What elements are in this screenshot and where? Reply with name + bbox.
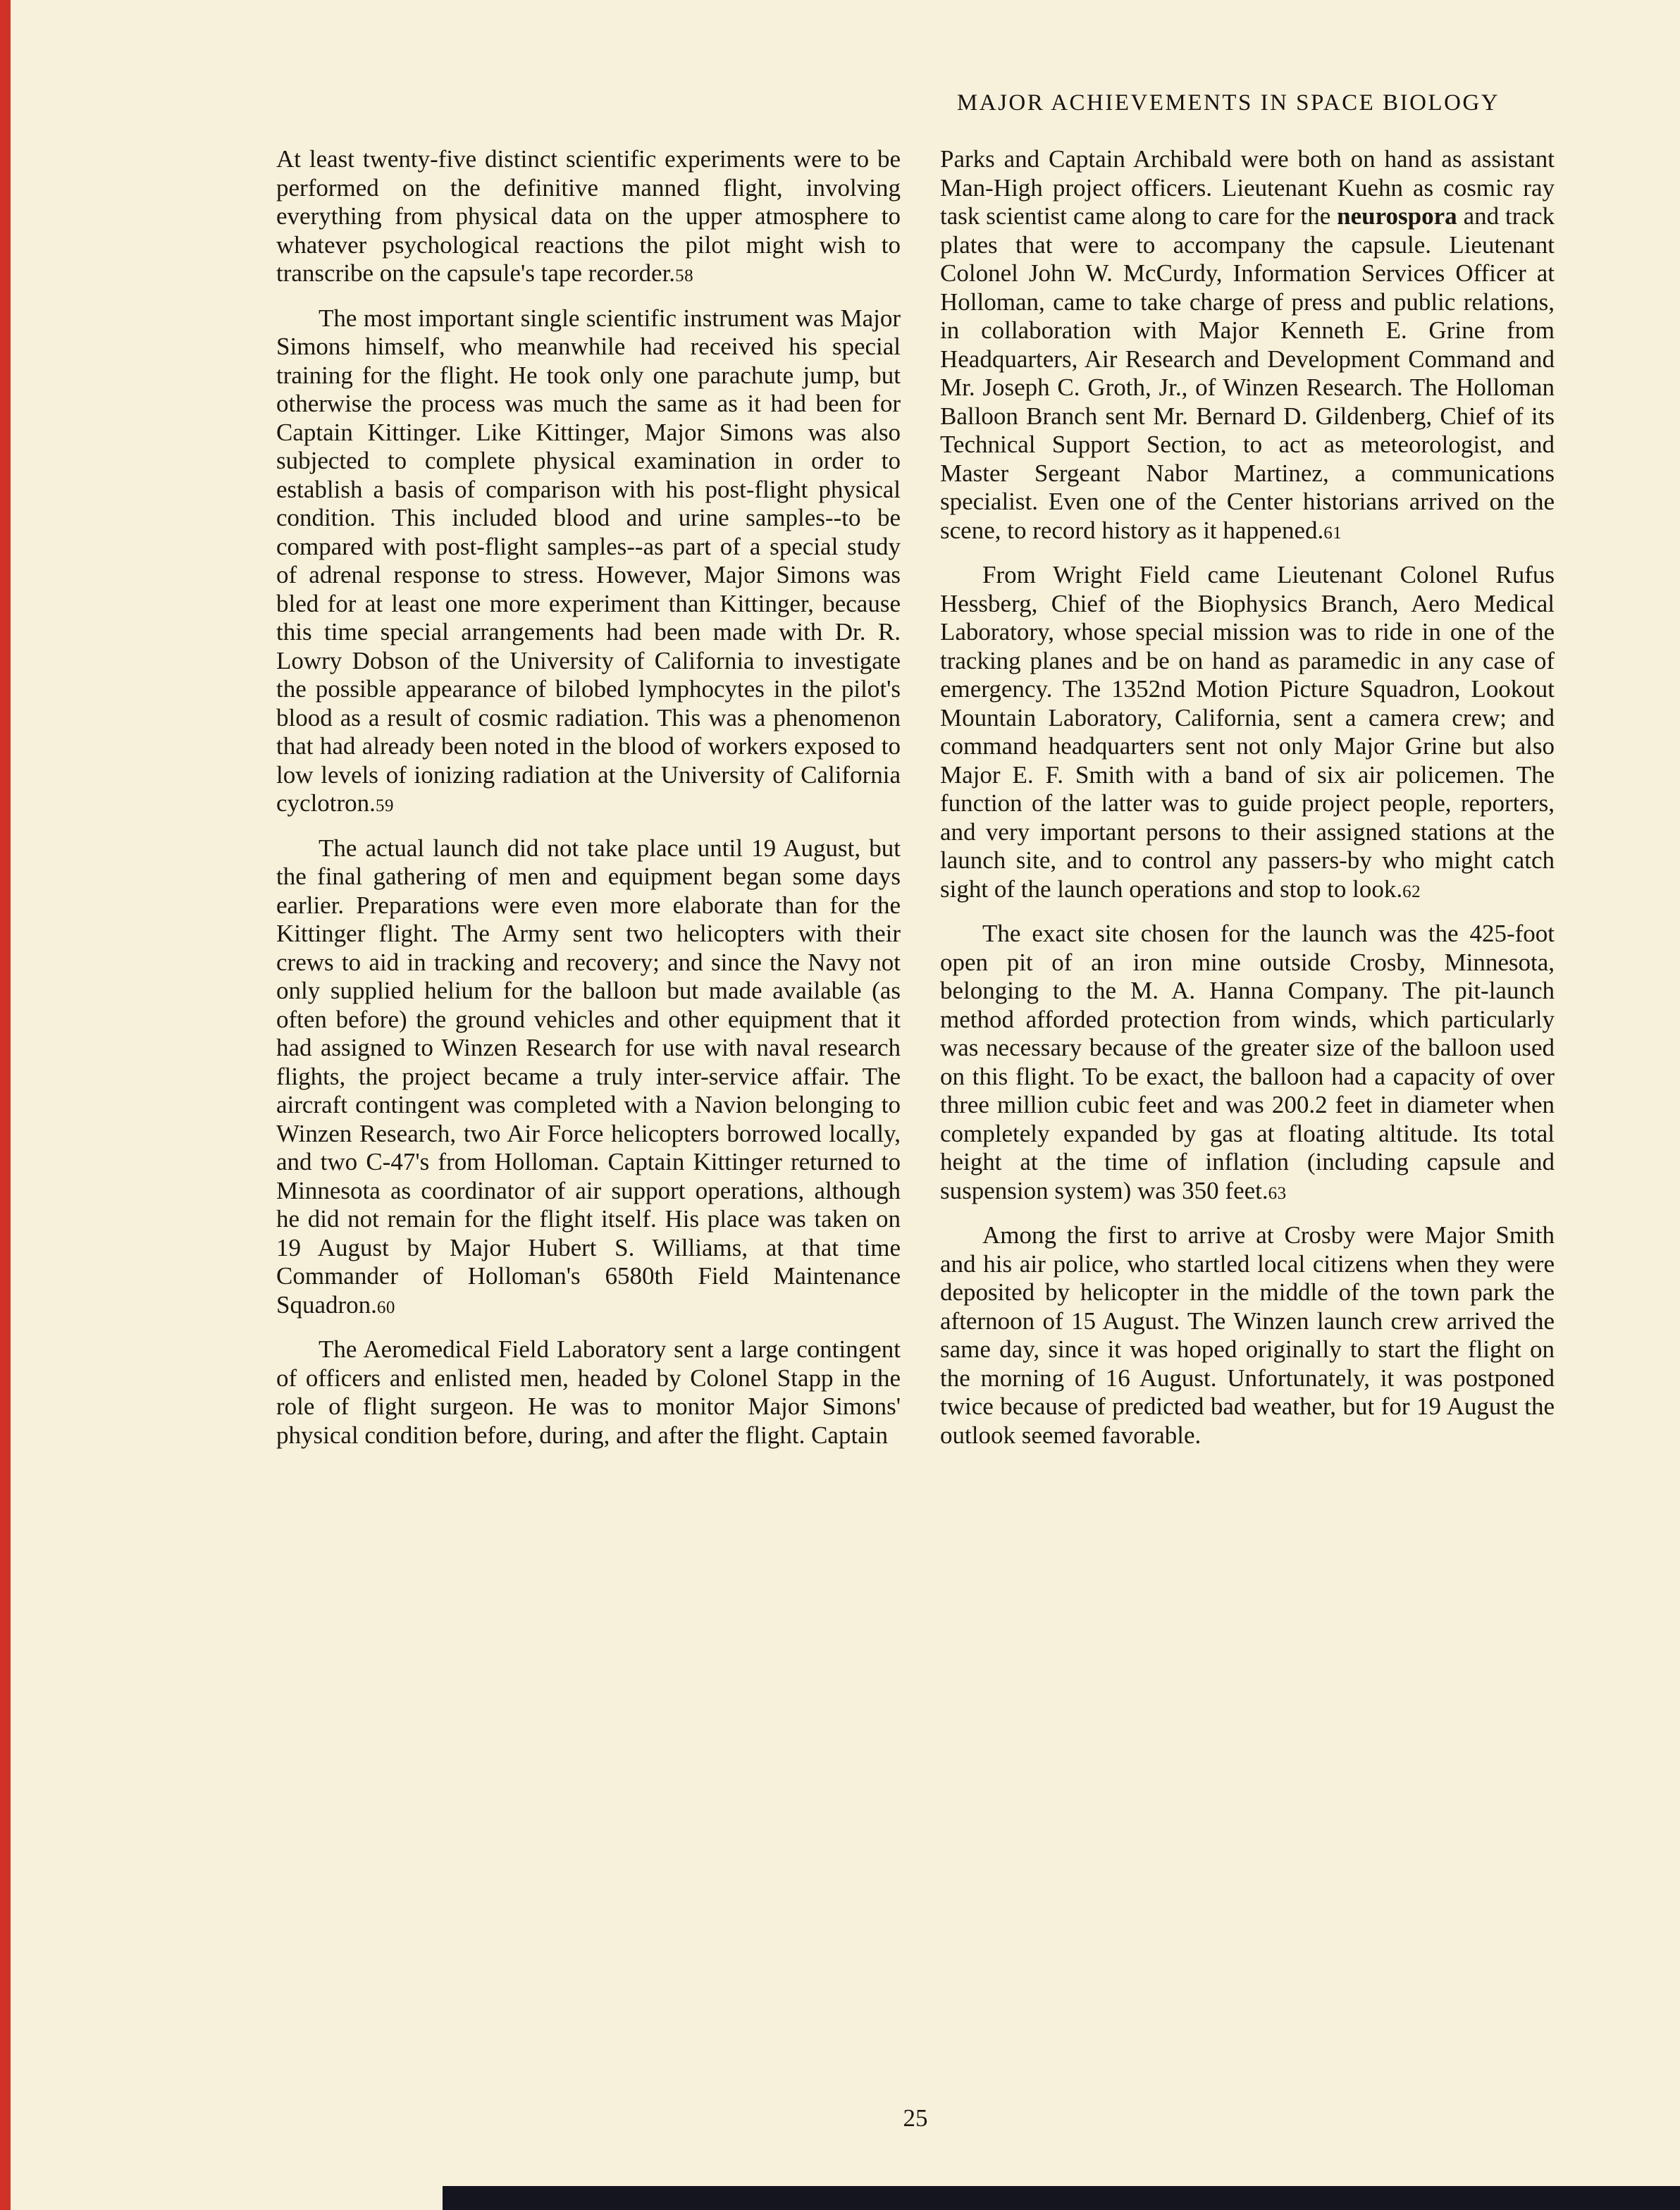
paragraph-text: From Wright Field came Lieutenant Colonel Rufus Hessberg, Chief of the Biophysics Branch, Aero Medical Laboratory, whose special mission was to ride in one of the tracking planes and be on hand as paramedic in any case of emergency. The 1352nd Motion Picture Squadron, Lookout Mountain Laboratory, California, sent a camera crew; and command headquarters sent not only Major Grine but also Major E. F. Smith with a band of six air policemen. The function of the latter was to guide project people, reporters, and very important persons to their assigned stations at the launch site, and to control any passers-by who might catch sight of the launch operations and stop to look.: [940, 561, 1555, 903]
page-number: 25: [903, 2104, 928, 2132]
footnote-marker: 63: [1268, 1183, 1287, 1203]
paragraph-text: and track plates that were to accompany the capsule. Lieutenant Colonel John W. McCurdy, Information Services Officer at Holloman, came to take charge of press and public relations, in collaboration with Major Kenneth E. Grine from Headquarters, Air Research and Development Command and Mr. Joseph C. Groth, Jr., of Winzen Research. The Holloman Balloon Branch sent Mr. Bernard D. Gildenberg, Chief of its Technical Support Section, to act as meteorologist, and Master Sergeant Nabor Martinez, a communications specialist. Even one of the Center historians arrived on the scene, to record history as it happened.: [940, 202, 1555, 544]
paragraph: [276, 1335, 901, 1450]
paragraph-text: The actual launch did not take place until 19 August, but the final gathering of men and equipment began some days earlier. Preparations were even more elaborate than for the Kittinger flight. The Army sent two helicopters with their crews to aid in tracking and recovery; and since the Navy not only supplied helium for the balloon but made available (as often before) the ground vehicles and other equipment that it had assigned to Winzen Research for use with naval research flights, the project became a truly inter-service affair. The aircraft contingent was completed with a Navion belonging to Winzen Research, two Air Force helicopters borrowed locally, and two C-47's from Holloman. Captain Kittinger returned to Minnesota as coordinator of air support operations, although he did not remain for the flight itself. His place was taken on 19 August by Major Hubert S. Williams, at that time Commander of Holloman's 6580th Field Maintenance Squadron.: [276, 834, 901, 1319]
footnote-marker: 61: [1323, 523, 1342, 543]
paragraph: [940, 1221, 1555, 1450]
bold-term: neurospora: [1337, 202, 1457, 230]
running-header: MAJOR ACHIEVEMENTS IN SPACE BIOLOGY: [956, 90, 1500, 116]
paragraph: [276, 834, 901, 1323]
footnote-marker: 60: [376, 1297, 395, 1317]
paragraph: [940, 145, 1555, 548]
footnote-marker: 62: [1402, 882, 1421, 901]
paragraph-text: The exact site chosen for the launch was the 425-foot open pit of an iron mine outside Crosby, Minnesota, belonging to the M. A. Hanna Company. The pit-launch method afforded protection from winds, which particularly was necessary because of the greater size of the balloon used on this flight. To be exact, the balloon had a capacity of over three million cubic feet and was 200.2 feet in diameter when completely expanded by gas at floating altitude. Its total height at the time of inflation (including capsule and suspension system) was 350 feet.: [940, 920, 1555, 1204]
paragraph-text: The most important single scientific instrument was Major Simons himself, who meanwhile had received his special training for the flight. He took only one parachute jump, but otherwise the process was much the same as it had been for Captain Kittinger. Like Kittinger, Major Simons was also subjected to complete physical examination in order to establish a basis of comparison with his post-flight physical condition. This included blood and urine samples--to be compared with post-flight samples--as part of a special study of adrenal response to stress. However, Major Simons was bled for at least one more experiment than Kittinger, because this time special arrangements had been made with Dr. R. Lowry Dobson of the University of California to investigate the possible appearance of bilobed lymphocytes in the pilot's blood as a result of cosmic radiation. This was a phenomenon that had already been noted in the blood of workers exposed to low levels of ionizing radiation at the University of California cyclotron.: [276, 304, 901, 817]
paragraph-text: At least twenty-five distinct scientific experiments were to be performed on the definitive manned flight, involving everything from physical data on the upper atmosphere to whatever psychological reactions the pilot might wish to transcribe on the capsule's tape recorder.: [276, 145, 901, 287]
footnote-marker: 59: [375, 796, 394, 815]
paragraph-text: Parks and Captain Archibald were both on hand as assistant Man-High project officers. Lieutenant Kuehn as cosmic ray task scientist came along to care for the: [940, 145, 1555, 230]
paragraph: [940, 920, 1555, 1208]
next-page-edge: [443, 2186, 1680, 2210]
right-column: [940, 145, 1555, 1463]
left-column: [276, 145, 901, 1463]
paragraph-text: Among the first to arrive at Crosby were Major Smith and his air police, who startled local citizens when they were deposited by helicopter in the middle of the town park the afternoon of 15 August. The Winzen launch crew arrived the same day, since it was hoped originally to start the flight on the morning of 16 August. Unfortunately, it was postponed twice because of predicted bad weather, but for 19 August the outlook seemed favorable.: [940, 1221, 1555, 1449]
paragraph: [940, 561, 1555, 906]
paragraph: [276, 145, 901, 291]
spine-stripe: [0, 0, 11, 2210]
paragraph-text: The Aeromedical Field Laboratory sent a large contingent of officers and enlisted men, headed by Colonel Stapp in the role of flight surgeon. He was to monitor Major Simons' physical condition before, during, and after the flight. Captain: [276, 1335, 901, 1449]
paragraph: [276, 304, 901, 821]
footnote-marker: 58: [675, 266, 694, 285]
